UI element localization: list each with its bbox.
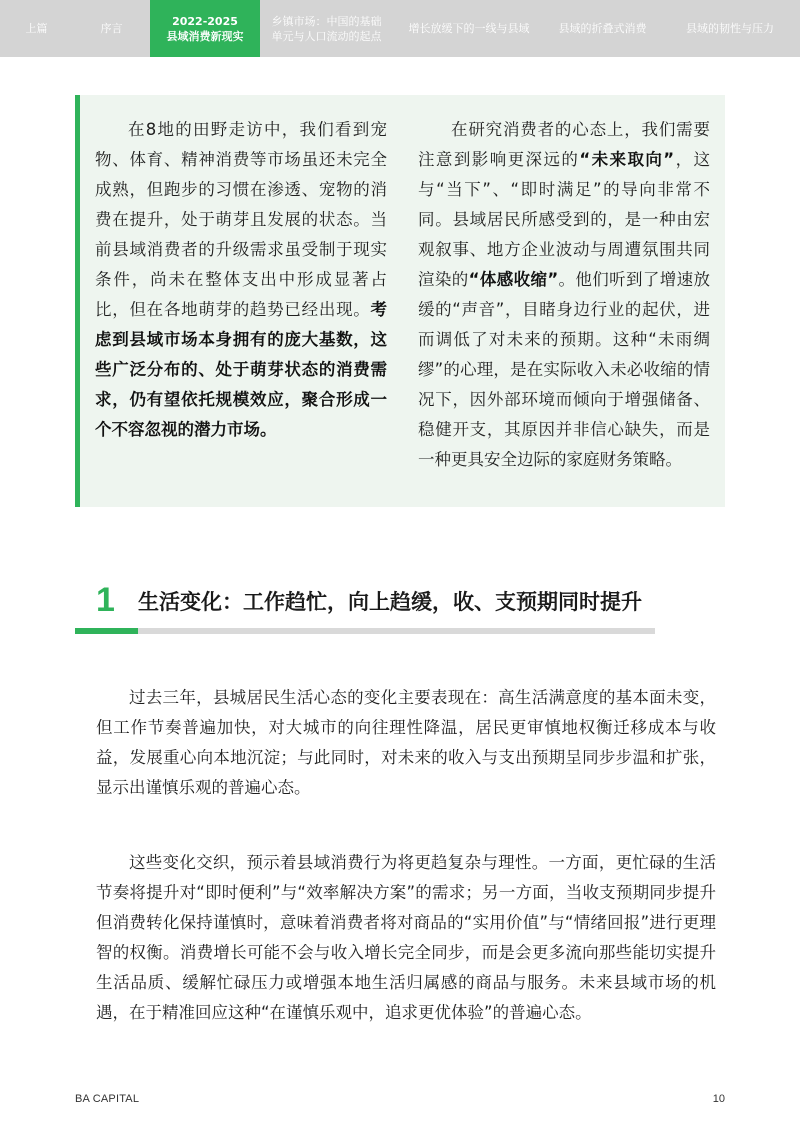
nav-tab-label: 县域的折叠式消费: [558, 22, 647, 35]
section-divider-accent: [75, 628, 138, 634]
nav-tab-preface[interactable]: [73, 0, 150, 57]
summary-left-paragraph: [95, 115, 387, 445]
nav-tab-label-line1: 2022-2025: [172, 14, 238, 28]
nav-tab-label: 序言: [100, 22, 123, 35]
page-number: 10: [712, 1093, 725, 1105]
section-title: 生活变化：工作趋忙，向上趋缓，收、支预期同时提升: [138, 590, 642, 614]
nav-tab-resilience[interactable]: [660, 0, 800, 57]
footer-brand: BA CAPITAL: [75, 1093, 140, 1105]
summary-left-text: 在8地的田野走访中，我们看到宠物、体育、精神消费等市场虽还未完全成熟，但跑步的习惯在渗透、宠物的消费在提升，处于萌芽且发展的状态。当前县域消费者的升级需求虽受制于现实条件，尚未在整体支出中形成显著占比，但在各地萌芽的趋势已经出现。: [95, 120, 387, 319]
summary-right-text-2: ，这与“当下”、“即时满足”的导向非常不同。县域居民所感受到的，是一种由宏观叙事、地方企业波动与周遭氛围共同渲染的: [418, 150, 710, 289]
nav-tab-folded-consumption[interactable]: [545, 0, 660, 57]
nav-tab-label: 增长放缓下的一线与县域: [408, 22, 530, 35]
section-divider: [75, 628, 655, 634]
nav-tab-label-line1: 乡镇市场：中国的基础: [271, 14, 382, 28]
body-paragraph-text: 这些变化交织，预示着县域消费行为将更趋复杂与理性。一方面，更忙碌的生活节奏将提升对“即时便利”与“效率解决方案”的需求；另一方面，当收支预期同步提升但消费转化保持谨慎时，意味着消费者将对商品的“实用价值”与“情绪回报”进行更理智的权衡。消费增长可能不会与收入增长完全同步，而是会更多流向那些能切实提升生活品质、缓解忙碌压力或增强本地生活归属感的商品与服务。未来县域市场的机遇，在于精准回应这种“在谨慎乐观中，追求更优体验”的普遍心态。: [96, 853, 716, 1022]
body-paragraph-1: [96, 683, 716, 803]
summary-left-column: [95, 115, 387, 445]
nav-tab-new-reality[interactable]: [150, 0, 260, 57]
nav-tab-part-one[interactable]: [0, 0, 73, 57]
body-paragraph-2: [96, 848, 716, 1028]
summary-right-text-1: 在研究消费者的心态上，我们需要注意到影响更深远的: [418, 120, 710, 169]
section-number: 1: [96, 581, 115, 619]
summary-right-paragraph: [418, 115, 710, 475]
nav-tab-township-market[interactable]: [260, 0, 393, 57]
summary-right-text-3: 。他们听到了增速放缓的“声音”，目睹身边行业的起伏，进而调低了对未来的预期。这种“未雨绸缪”的心理，是在实际收入未必收缩的情况下，因外部环境而倾向于增强储备、稳健开支，其原因并非信心缺失，而是一种更具安全边际的家庭财务策略。: [418, 270, 711, 469]
summary-accent-bar: [75, 95, 80, 507]
top-navigation: [0, 0, 800, 57]
emphasis-future-orientation: “未来取向”: [579, 150, 675, 169]
body-paragraph-text: 过去三年，县城居民生活心态的变化主要表现在：高生活满意度的基本面未变，但工作节奏普遍加快，对大城市的向往理性降温，居民更审慎地权衡迁移成本与收益，发展重心向本地沉淀；与此同时，对未来的收入与支出预期呈同步步温和扩张，显示出谨慎乐观的普遍心态。: [96, 688, 716, 797]
nav-tab-label: 上篇: [25, 22, 48, 35]
summary-right-column: [418, 115, 710, 475]
nav-tab-growth-slowdown[interactable]: [393, 0, 545, 57]
summary-left-emphasis: 考虑到县域市场本身拥有的庞大基数，这些广泛分布的、处于萌芽状态的消费需求，仍有望依托规模效应，聚合形成一个不容忽视的潜力市场。: [95, 300, 387, 439]
emphasis-felt-contraction: “体感收缩”: [468, 270, 559, 289]
nav-tab-label-line2: 单元与人口流动的起点: [271, 29, 382, 43]
nav-tab-label-line2: 县域消费新现实: [166, 29, 244, 43]
nav-tab-label: 县域的韧性与压力: [686, 22, 774, 35]
